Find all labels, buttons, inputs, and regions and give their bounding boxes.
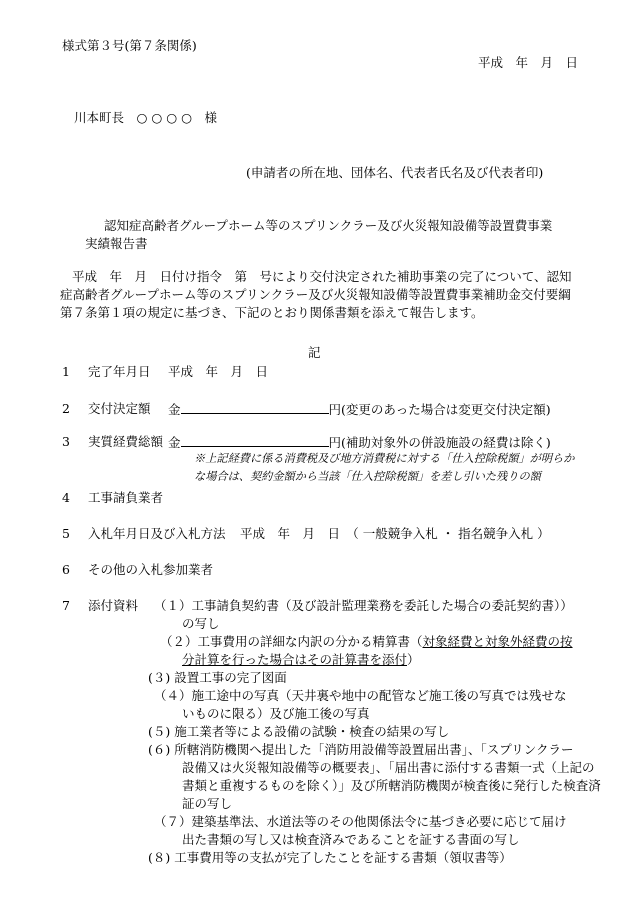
attachment-8: (８) 工事費用等の支払が完了したことを証する書類（領収書等） bbox=[148, 850, 512, 865]
attachment-6-cont-2: 書類と重複するものを除く）」及び所轄消防機関が検査後に発行した検査済 bbox=[182, 778, 601, 793]
item-number: 5 bbox=[62, 526, 70, 541]
amount-note: (補助対象外の併設施設の経費は除く) bbox=[341, 435, 551, 450]
item-number: 3 bbox=[62, 434, 70, 449]
item-label: 添付資料 bbox=[87, 598, 138, 613]
amount-prefix: 金 bbox=[168, 402, 181, 417]
attachment-2-underlined-2: 分計算を行った場合はその計算書を添付 bbox=[182, 652, 408, 667]
attachment-2-head: （２）工事費用の詳細な内訳の分かる精算書（ bbox=[160, 634, 423, 649]
item-label: 入札年月日及び入札方法 bbox=[87, 526, 226, 541]
item-2-amount-field bbox=[168, 401, 551, 417]
attachment-7-cont: 出た書類の写し又は検査済みであることを証する書面の写し bbox=[182, 832, 520, 847]
amount-blank-line bbox=[181, 401, 329, 414]
item-3-amount-field bbox=[168, 434, 551, 450]
report-date: 平成 年 月 日 bbox=[478, 55, 579, 70]
attachment-3: (３) 設置工事の完了図面 bbox=[148, 670, 287, 685]
item-label: 交付決定額 bbox=[87, 401, 151, 416]
item-label: 実質経費総額 bbox=[87, 434, 163, 449]
amount-prefix: 金 bbox=[168, 435, 181, 450]
document-title-line2: 実績報告書 bbox=[85, 236, 148, 251]
item-label: その他の入札参加業者 bbox=[87, 562, 213, 577]
item-2 bbox=[62, 401, 151, 416]
item-7 bbox=[62, 598, 138, 613]
item-1-value: 平成 年 月 日 bbox=[168, 364, 269, 379]
attachment-6: (６) 所轄消防機関へ提出した「消防用設備等設置届出書」、「スプリンクラー bbox=[148, 742, 574, 757]
item-1 bbox=[62, 364, 151, 379]
attachment-4-cont: いものに限る）及び施工後の写真 bbox=[182, 706, 370, 721]
item-number: 6 bbox=[62, 562, 70, 577]
attachment-2-cont bbox=[182, 652, 420, 667]
item-label: 工事請負業者 bbox=[87, 490, 163, 505]
item-number: 2 bbox=[62, 401, 70, 416]
yen-label: 円 bbox=[328, 435, 342, 450]
item-3-subnote-1: ※上記経費に係る消費税及び地方消費税に対する「仕入控除税額」が明らか bbox=[194, 452, 575, 465]
addressee: 川本町長 ○ ○ ○ ○ 様 bbox=[74, 110, 218, 125]
attachment-6-cont-3: 証の写し bbox=[182, 796, 233, 811]
item-4 bbox=[62, 490, 163, 505]
ki-heading: 記 bbox=[308, 345, 321, 360]
attachment-7: （７）建築基準法、水道法等のその他関係法令に基づき必要に応じて届け bbox=[154, 814, 567, 829]
attachment-6-cont-1: 設備又は火災報知設備等の概要表」、「届出書に添付する書類一式（上記の bbox=[182, 760, 595, 775]
item-3-subnote-2: な場合は、契約金額から当該「仕入控除税額」を差し引いた残りの額 bbox=[194, 470, 541, 483]
attachment-5: (５) 施工業者等による設備の試験・検査の結果の写し bbox=[148, 724, 450, 739]
yen-label: 円 bbox=[328, 402, 342, 417]
document-title-line1: 認知症高齢者グループホーム等のスプリンクラー及び火災報知設備等設置費事業 bbox=[104, 218, 553, 233]
item-5 bbox=[62, 526, 226, 541]
applicant-note: (申請者の所在地、団体名、代表者氏名及び代表者印) bbox=[246, 165, 544, 180]
item-6 bbox=[62, 562, 213, 577]
attachment-2-tail: ） bbox=[407, 652, 420, 667]
attachment-4: （４）施工途中の写真（天井裏や地中の配管など施工後の写真では残せな bbox=[154, 688, 567, 703]
attachment-2 bbox=[160, 634, 573, 649]
item-3 bbox=[62, 434, 163, 449]
form-number: 様式第３号(第７条関係) bbox=[62, 38, 197, 53]
amount-blank-line bbox=[181, 434, 329, 447]
item-number: 7 bbox=[62, 598, 70, 613]
intro-paragraph: 平成 年 月 日付け指令 第 号により交付決定された補助事業の完了について、認知症高齢者グループホーム等のスプリンクラー及び火災報知設備等設置費事業補助金交付要綱第７条第１項の規定に基づき、下記のとおり関係書類を添えて報告します。 bbox=[60, 269, 572, 320]
item-5-value: 平成 年 月 日 （ 一般競争入札 ・ 指名競争入札 ） bbox=[240, 526, 550, 541]
attachment-1-cont: の写し bbox=[182, 616, 220, 631]
amount-note: (変更のあった場合は変更交付決定額) bbox=[341, 402, 551, 417]
item-label: 完了年月日 bbox=[87, 364, 151, 379]
attachment-2-underlined-1: 対象経費と対象外経費の按 bbox=[422, 634, 573, 649]
item-number: 4 bbox=[62, 490, 70, 505]
attachment-1: （１）工事請負契約書（及び設計監理業務を委託した場合の委託契約書）） bbox=[154, 598, 573, 613]
item-number: 1 bbox=[62, 364, 70, 379]
